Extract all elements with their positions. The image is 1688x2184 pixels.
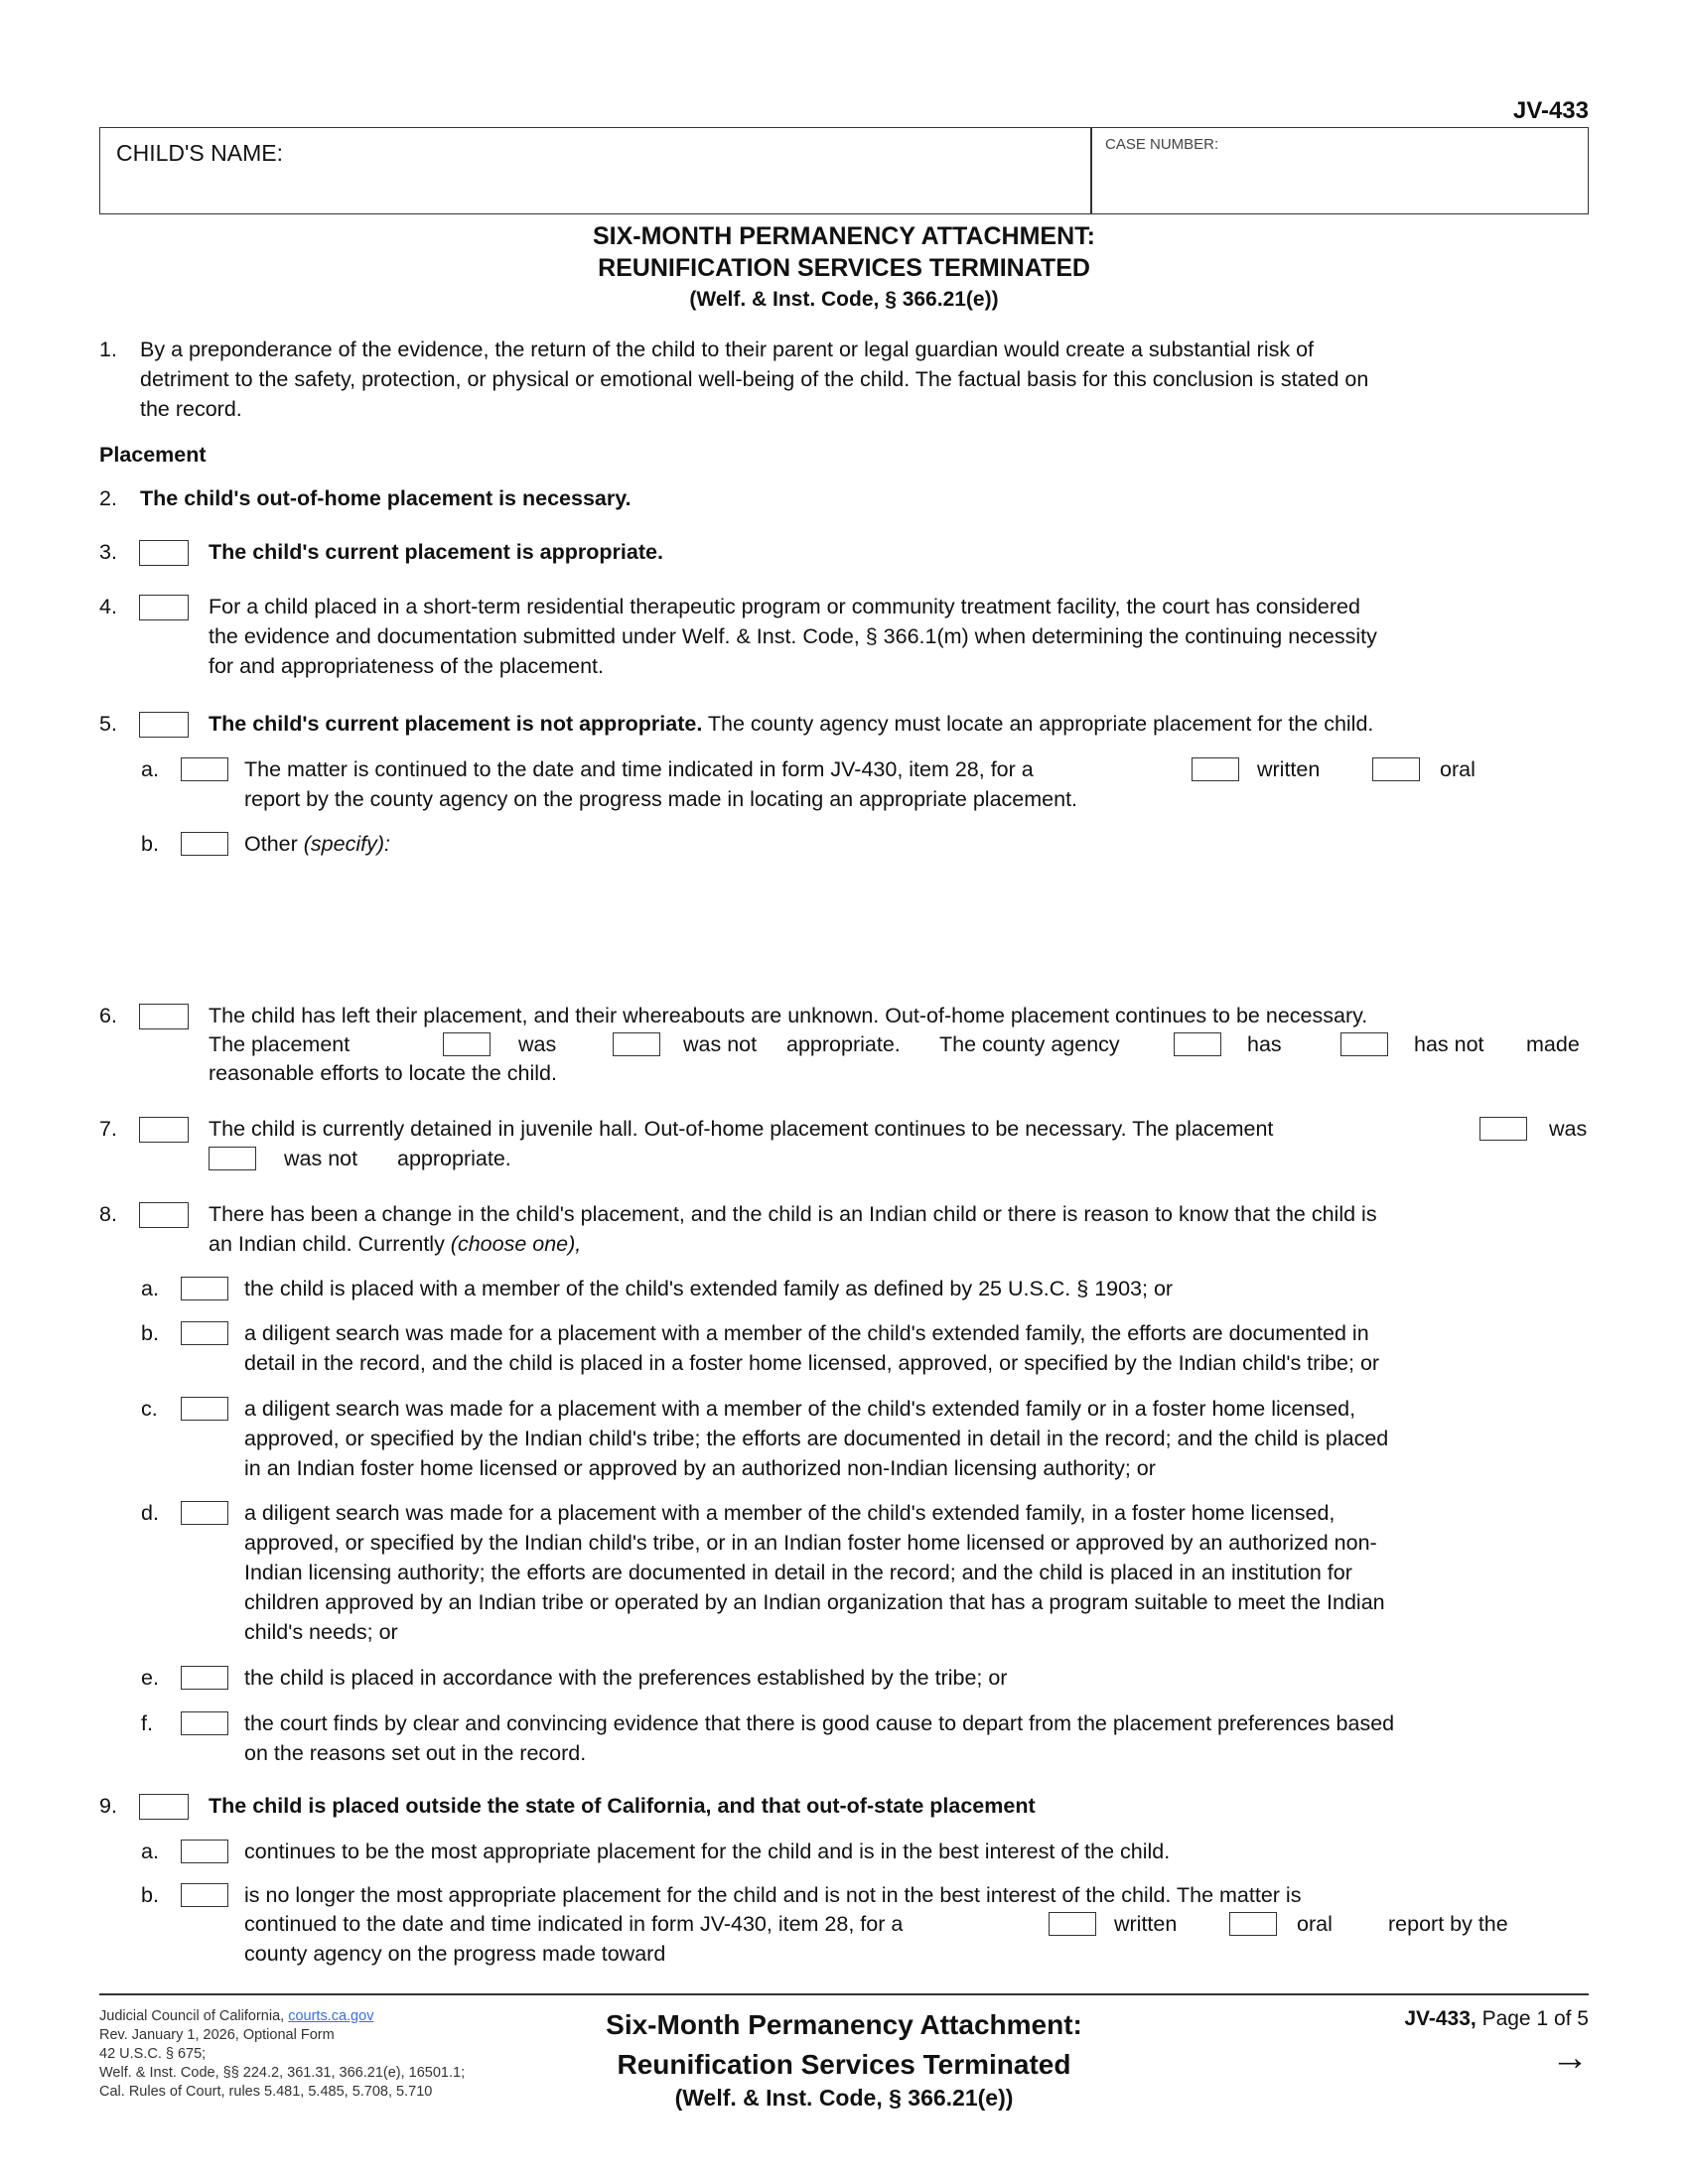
- item-5-bold: The child's current placement is not appropriate.: [209, 712, 703, 736]
- item-8f-checkbox[interactable]: [181, 1711, 228, 1735]
- footer-divider: [99, 1993, 1589, 1995]
- item-6-was-label: was: [518, 1032, 557, 1056]
- item-5a-checkbox[interactable]: [181, 757, 228, 781]
- item-8d-checkbox[interactable]: [181, 1501, 228, 1525]
- item-8d-letter: d.: [141, 1501, 159, 1525]
- item-5-number: 5.: [99, 712, 117, 736]
- footer-title-citation: (Welf. & Inst. Code, § 366.21(e)): [674, 2085, 1014, 2111]
- item-8d-line5: child's needs; or: [244, 1620, 398, 1644]
- item-8c-line1: a diligent search was made for a placement with a member of the child's extended family or in a foster home licensed,: [244, 1397, 1356, 1421]
- item-2-text: The child's out-of-home placement is necessary.: [140, 486, 632, 510]
- item-5a-line1: The matter is continued to the date and time indicated in form JV-430, item 28, for a: [244, 757, 1034, 781]
- item-6-has-not-checkbox[interactable]: [1340, 1032, 1388, 1056]
- item-9b-oral-label: oral: [1297, 1912, 1333, 1936]
- item-9b-report-label: report by the: [1388, 1912, 1508, 1936]
- item-8-number: 8.: [99, 1202, 117, 1226]
- footer-page: Page 1 of 5: [1476, 2007, 1589, 2030]
- form-title-line1: SIX-MONTH PERMANENCY ATTACHMENT:: [592, 222, 1095, 250]
- item-8a-checkbox[interactable]: [181, 1277, 228, 1300]
- item-9b-written-checkbox[interactable]: [1049, 1912, 1096, 1936]
- item-6-made: made: [1526, 1032, 1580, 1056]
- item-9-text: The child is placed outside the state of California, and that out-of-state placement: [209, 1794, 1036, 1818]
- item-8c-line3: in an Indian foster home licensed or approved by an authorized non-Indian licensing authority; or: [244, 1456, 1156, 1480]
- item-7-line1: The child is currently detained in juvenile hall. Out-of-home placement continues to be necessary. The placement: [209, 1117, 1274, 1141]
- item-5b-text: [244, 829, 390, 859]
- item-8f-line2: on the reasons set out in the record.: [244, 1741, 587, 1765]
- footer-citations: [99, 2007, 536, 2102]
- item-8f-line1: the court finds by clear and convincing evidence that there is good cause to depart from the placement preferences based: [244, 1711, 1395, 1735]
- item-9a-line1: continues to be the most appropriate placement for the child and is in the best interest of the child.: [244, 1840, 1171, 1863]
- item-6-was-not-checkbox[interactable]: [613, 1032, 660, 1056]
- item-8c-checkbox[interactable]: [181, 1397, 228, 1421]
- item-8-line2-text: an Indian child. Currently: [209, 1232, 451, 1256]
- child-name-label: CHILD'S NAME:: [116, 140, 283, 166]
- item-8d-line2: approved, or specified by the Indian child's tribe, or in an Indian foster home licensed or approved by an authorized non-: [244, 1531, 1377, 1555]
- footer-usc: 42 U.S.C. § 675;: [99, 2046, 207, 2062]
- item-1-line1: By a preponderance of the evidence, the return of the child to their parent or legal guardian would create a substantial risk of: [140, 338, 1315, 361]
- item-6-line3: reasonable efforts to locate the child.: [209, 1061, 557, 1085]
- item-6-has-not-label: has not: [1414, 1032, 1484, 1056]
- item-7-was-not-label: was not: [284, 1147, 358, 1170]
- item-8b-letter: b.: [141, 1321, 159, 1345]
- footer-council: [99, 2007, 536, 2026]
- item-6-the-placement: The placement: [209, 1032, 351, 1056]
- footer-title: [536, 2005, 1152, 2085]
- footer-title-line2: Reunification Services Terminated: [617, 2049, 1071, 2080]
- item-8b-line2: detail in the record, and the child is placed in a foster home licensed, approved, or specified by the Indian child's tribe; or: [244, 1351, 1380, 1375]
- item-9b-line3: county agency on the progress made toward: [244, 1942, 666, 1966]
- item-8c-line2: approved, or specified by the Indian child's tribe; the efforts are documented in detail in the record; and the child is placed: [244, 1427, 1389, 1450]
- item-5a-written-label: written: [1257, 757, 1321, 781]
- placement-heading: Placement: [99, 443, 207, 467]
- item-7-was-label: was: [1549, 1117, 1588, 1141]
- item-1-number: 1.: [99, 338, 117, 361]
- form-number: JV-433: [1512, 97, 1589, 124]
- item-6-number: 6.: [99, 1004, 117, 1027]
- item-5-text: [209, 709, 1373, 739]
- item-3-text: The child's current placement is appropriate.: [209, 540, 663, 564]
- item-5b-checkbox[interactable]: [181, 832, 228, 856]
- item-6-was-not-label: was not: [683, 1032, 758, 1056]
- item-9a-letter: a.: [141, 1840, 159, 1863]
- item-5-rest: The county agency must locate an appropriate placement for the child.: [702, 712, 1374, 736]
- item-8d-line3: Indian licensing authority; the efforts are documented in detail in the record; and the child is placed in an institution for: [244, 1561, 1352, 1584]
- next-page-arrow-icon[interactable]: →: [1551, 2037, 1589, 2079]
- item-6-has-checkbox[interactable]: [1174, 1032, 1221, 1056]
- item-8-choose-one: (choose one),: [450, 1232, 582, 1256]
- item-4-line1: For a child placed in a short-term residential therapeutic program or community treatment facility, the court has considered: [209, 595, 1360, 618]
- item-9b-checkbox[interactable]: [181, 1883, 228, 1907]
- courts-link[interactable]: courts.ca.gov: [288, 2008, 374, 2024]
- item-8d-line4: children approved by an Indian tribe or operated by an Indian organization that has a program suitable to meet the Indian: [244, 1590, 1385, 1614]
- item-8-line1: There has been a change in the child's placement, and the child is an Indian child or there is reason to know that the child is: [209, 1202, 1377, 1226]
- caption-box: [99, 127, 1589, 214]
- item-6-checkbox[interactable]: [139, 1004, 189, 1029]
- item-5b-specify: (specify):: [303, 832, 390, 856]
- item-4-number: 4.: [99, 595, 117, 618]
- item-8b-line1: a diligent search was made for a placement with a member of the child's extended family, the efforts are documented in: [244, 1321, 1369, 1345]
- footer-rev: Rev. January 1, 2026, Optional Form: [99, 2027, 335, 2043]
- item-9b-oral-checkbox[interactable]: [1229, 1912, 1277, 1936]
- item-9a-checkbox[interactable]: [181, 1840, 228, 1863]
- item-8-line2: [209, 1229, 581, 1259]
- item-8e-letter: e.: [141, 1666, 159, 1690]
- item-4-checkbox[interactable]: [139, 595, 189, 620]
- footer-form-number: JV-433,: [1404, 2007, 1477, 2030]
- item-4-line2: the evidence and documentation submitted under Welf. & Inst. Code, § 366.1(m) when determining the continuing necessity: [209, 624, 1377, 648]
- item-8b-checkbox[interactable]: [181, 1321, 228, 1345]
- footer-title-line1: Six-Month Permanency Attachment:: [606, 2009, 1082, 2040]
- footer-rules: Cal. Rules of Court, rules 5.481, 5.485, 5.708, 5.710: [99, 2084, 433, 2100]
- item-9b-line2: continued to the date and time indicated in form JV-430, item 28, for a: [244, 1912, 904, 1936]
- footer-council-text: Judicial Council of California,: [99, 2008, 289, 2024]
- item-6-line1: The child has left their placement, and their whereabouts are unknown. Out-of-home placement continues to be necessary.: [209, 1004, 1368, 1027]
- item-9b-line1: is no longer the most appropriate placement for the child and is not in the best interest of the child. The matter is: [244, 1883, 1302, 1907]
- page-number: [1291, 2007, 1589, 2031]
- item-6-was-checkbox[interactable]: [443, 1032, 491, 1056]
- item-5a-oral-label: oral: [1440, 757, 1476, 781]
- item-9-number: 9.: [99, 1794, 117, 1818]
- caption-divider: [1090, 128, 1092, 213]
- item-6-has-label: has: [1247, 1032, 1282, 1056]
- item-5a-oral-checkbox[interactable]: [1372, 757, 1420, 781]
- item-1-line2: detriment to the safety, protection, or physical or emotional well-being of the child. The factual basis for this conclusion is stated on: [140, 367, 1369, 391]
- item-7-checkbox[interactable]: [139, 1117, 189, 1143]
- item-5a-written-checkbox[interactable]: [1192, 757, 1239, 781]
- item-7-number: 7.: [99, 1117, 117, 1141]
- item-5b-label: Other: [244, 832, 304, 856]
- form-title-line2: REUNIFICATION SERVICES TERMINATED: [598, 254, 1090, 282]
- item-4-line3: for and appropriateness of the placement.: [209, 654, 605, 678]
- item-7-was-checkbox[interactable]: [1479, 1117, 1527, 1141]
- item-8c-letter: c.: [141, 1397, 158, 1421]
- item-3-number: 3.: [99, 540, 117, 564]
- footer-code: Welf. & Inst. Code, §§ 224.2, 361.31, 366.21(e), 16501.1;: [99, 2065, 466, 2081]
- item-8d-line1: a diligent search was made for a placement with a member of the child's extended family, in a foster home licensed,: [244, 1501, 1336, 1525]
- item-1-line3: the record.: [140, 397, 242, 421]
- item-5a-line2: report by the county agency on the progress made in locating an appropriate placement.: [244, 787, 1078, 811]
- item-5a-letter: a.: [141, 757, 159, 781]
- item-6-appropriate: appropriate.: [786, 1032, 901, 1056]
- item-8a-letter: a.: [141, 1277, 159, 1300]
- item-7-was-not-checkbox[interactable]: [209, 1147, 256, 1170]
- item-8a-line1: the child is placed with a member of the child's extended family as defined by 25 U.S.C. § 1903; or: [244, 1277, 1174, 1300]
- form-title-citation: (Welf. & Inst. Code, § 366.21(e)): [689, 288, 999, 311]
- item-8e-checkbox[interactable]: [181, 1666, 228, 1690]
- item-5-checkbox[interactable]: [139, 712, 189, 738]
- item-9-checkbox[interactable]: [139, 1794, 189, 1820]
- item-8-checkbox[interactable]: [139, 1202, 189, 1228]
- item-2-number: 2.: [99, 486, 117, 510]
- item-5b-letter: b.: [141, 832, 159, 856]
- item-9b-written-label: written: [1114, 1912, 1178, 1936]
- item-8e-line1: the child is placed in accordance with the preferences established by the tribe; or: [244, 1666, 1008, 1690]
- item-7-appropriate: appropriate.: [397, 1147, 511, 1170]
- case-number-label: CASE NUMBER:: [1105, 136, 1219, 153]
- item-6-county-agency: The county agency: [939, 1032, 1120, 1056]
- item-9b-letter: b.: [141, 1883, 159, 1907]
- item-3-checkbox[interactable]: [139, 540, 189, 566]
- item-8f-letter: f.: [141, 1711, 153, 1735]
